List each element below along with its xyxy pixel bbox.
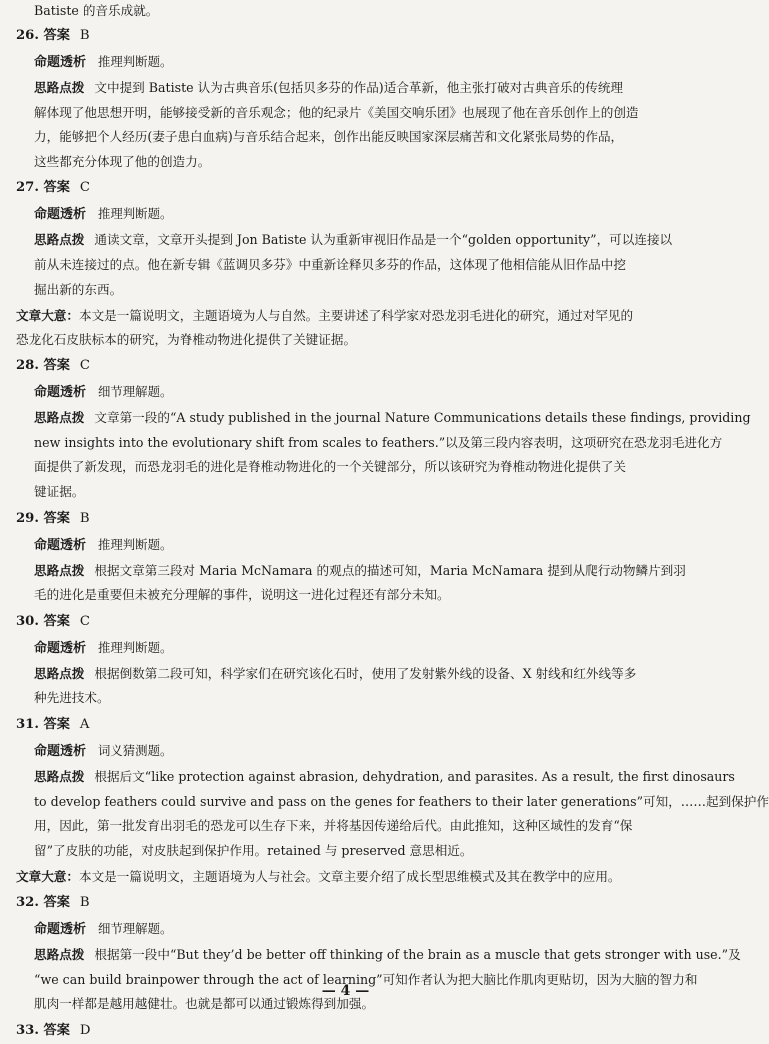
question-type-row: 命题透析 细节理解题。 [34, 384, 173, 401]
explanation: 思路点拨 通读文章，文章开头提到 Jon Batiste 认为重新审视旧作品是一个“golden opportunity”，可以连接以 前从未连接过的点。他在新专辑《蓝调贝多芬》中重新诠释贝多芬的作品，这体现了他相信能从旧作品中挖 掘出新的东西。 [34, 232, 673, 297]
answer-block-28 [16, 353, 751, 504]
question-type: 细节理解题。 [98, 921, 173, 937]
answer-header: 26. 答案 B [16, 28, 90, 43]
question-type-row: 命题透析 细节理解题。 [34, 921, 173, 938]
page-number: — 4 — [321, 983, 370, 999]
question-type-row: 命题透析 推理判断题。 [34, 639, 173, 656]
answer-block-29 [16, 506, 686, 608]
answer-letter: B [79, 895, 90, 911]
explanation: 思路点拨 根据文章第三段对 Maria McNamara 的观点的描述可知，Maria McNamara 提到从爬行动物鳞片到羽 毛的进化是重要但未被充分理解的事件，说明这一进化过程还有部分未知。 [34, 562, 686, 603]
answer-header: 32. 答案 B [16, 895, 90, 911]
explanation: 思路点拨 根据倒数第二段可知，科学家们在研究该化石时，使用了发射紫外线的设备、X 射线和红外线等多 种先进技术。 [34, 665, 637, 706]
question-type: 推理判断题。 [98, 639, 173, 655]
explanation: 思路点拨 文章第一段的“A study published in the journal Nature Communications details these findings, providing new insights into the evolutionary shift from scales to feathers.”以及第三段内容表明，这项研究在恐龙羽毛进化方 面提供了新发现，而恐龙羽毛的进化是脊椎动物进化的一个关键部分，所以该研究为脊椎动物进化提供了关 键证据。 [34, 410, 751, 499]
question-type: 词义猜测题。 [98, 742, 173, 758]
question-type-row: 命题透析 推理判断题。 [34, 206, 173, 223]
question-type-row: 命题透析 推理判断题。 [34, 536, 173, 553]
question-type: 推理判断题。 [98, 206, 173, 222]
question-type-row: 命题透析 词义猜测题。 [34, 742, 173, 759]
question-type: 推理判断题。 [98, 536, 173, 552]
answer-block-33 [16, 1018, 673, 1044]
answer-letter: A [79, 716, 90, 732]
answer-block-27 [16, 175, 673, 302]
answer-letter: C [79, 613, 91, 629]
question-type: 细节理解题。 [98, 384, 173, 400]
answer-header: 27. 答案 C [16, 180, 91, 196]
article-summary: 文章大意：本文是一篇说明文，主题语境为人与自然。主要讲述了科学家对恐龙羽毛进化的研究，通过对罕见的 恐龙化石皮肤标本的研究，为脊椎动物进化提供了关键证据。 [16, 308, 634, 348]
answer-letter: C [79, 358, 91, 374]
answer-header: 33. 答案 D [16, 1023, 91, 1039]
carryover-line: Batiste 的音乐成就。 [34, 3, 159, 18]
answer-header: 30. 答案 C [16, 613, 91, 629]
answer-letter: B [79, 28, 90, 43]
question-type-row: 命题透析 推理判断题。 [34, 54, 173, 70]
answer-header: 31. 答案 A [16, 716, 90, 732]
answer-block-30 [16, 609, 673, 711]
answer-block-31 [16, 712, 769, 863]
answer-block-26 [16, 23, 673, 174]
question-type: 推理判断题。 [98, 54, 173, 69]
answer-letter: C [79, 180, 91, 196]
answer-header: 28. 答案 C [16, 358, 91, 374]
answer-letter: B [79, 510, 90, 526]
article-summary: 文章大意：本文是一篇说明文，主题语境为人与社会。文章主要介绍了成长型思维模式及其在教学中的应用。 [16, 869, 621, 885]
explanation: 思路点拨 根据第一段中“But they’d be better off thinking of the brain as a muscle that gets stronger with use.”及 “we can build brainpower through the act of learning”可知作者认为把大脑比作肌肉更贴切，因为大脑的智力和 肌肉一样都是越用越健壮。也就是都可以通过锻炼得到加强。 [34, 947, 741, 1012]
explanation: 思路点拨 文中提到 Batiste 认为古典音乐(包括贝多芬的作品)适合革新，他主张打破对古典音乐的传统理 解体现了他思想开明，能够接受新的音乐观念；他的纪录片《美国交响乐团》也展现了他在音乐创作上的创造 力，能够把个人经历(妻子患白血病)与音乐结合起来，创作出能反映国家深层痛苦和文化紧张局势的作品， 这些都充分体现了他的创造力。 [34, 80, 639, 169]
answer-header: 29. 答案 B [16, 510, 90, 526]
explanation: 思路点拨 根据后文“like protection against abrasion, dehydration, and parasites. As a result, the first dinosaurs to develop feathers could survive and pass on the genes for feathers to their later generations”可知，……起到保护作 用，因此，第一批发育出羽毛的恐龙可以生存下来，并将基因传递给后代。由此推知，这种区域性的发育“保 留”了皮肤的功能，对皮肤起到保护作用。retained 与 preserved 意思相近。 [34, 768, 769, 858]
answer-letter: D [79, 1023, 91, 1039]
